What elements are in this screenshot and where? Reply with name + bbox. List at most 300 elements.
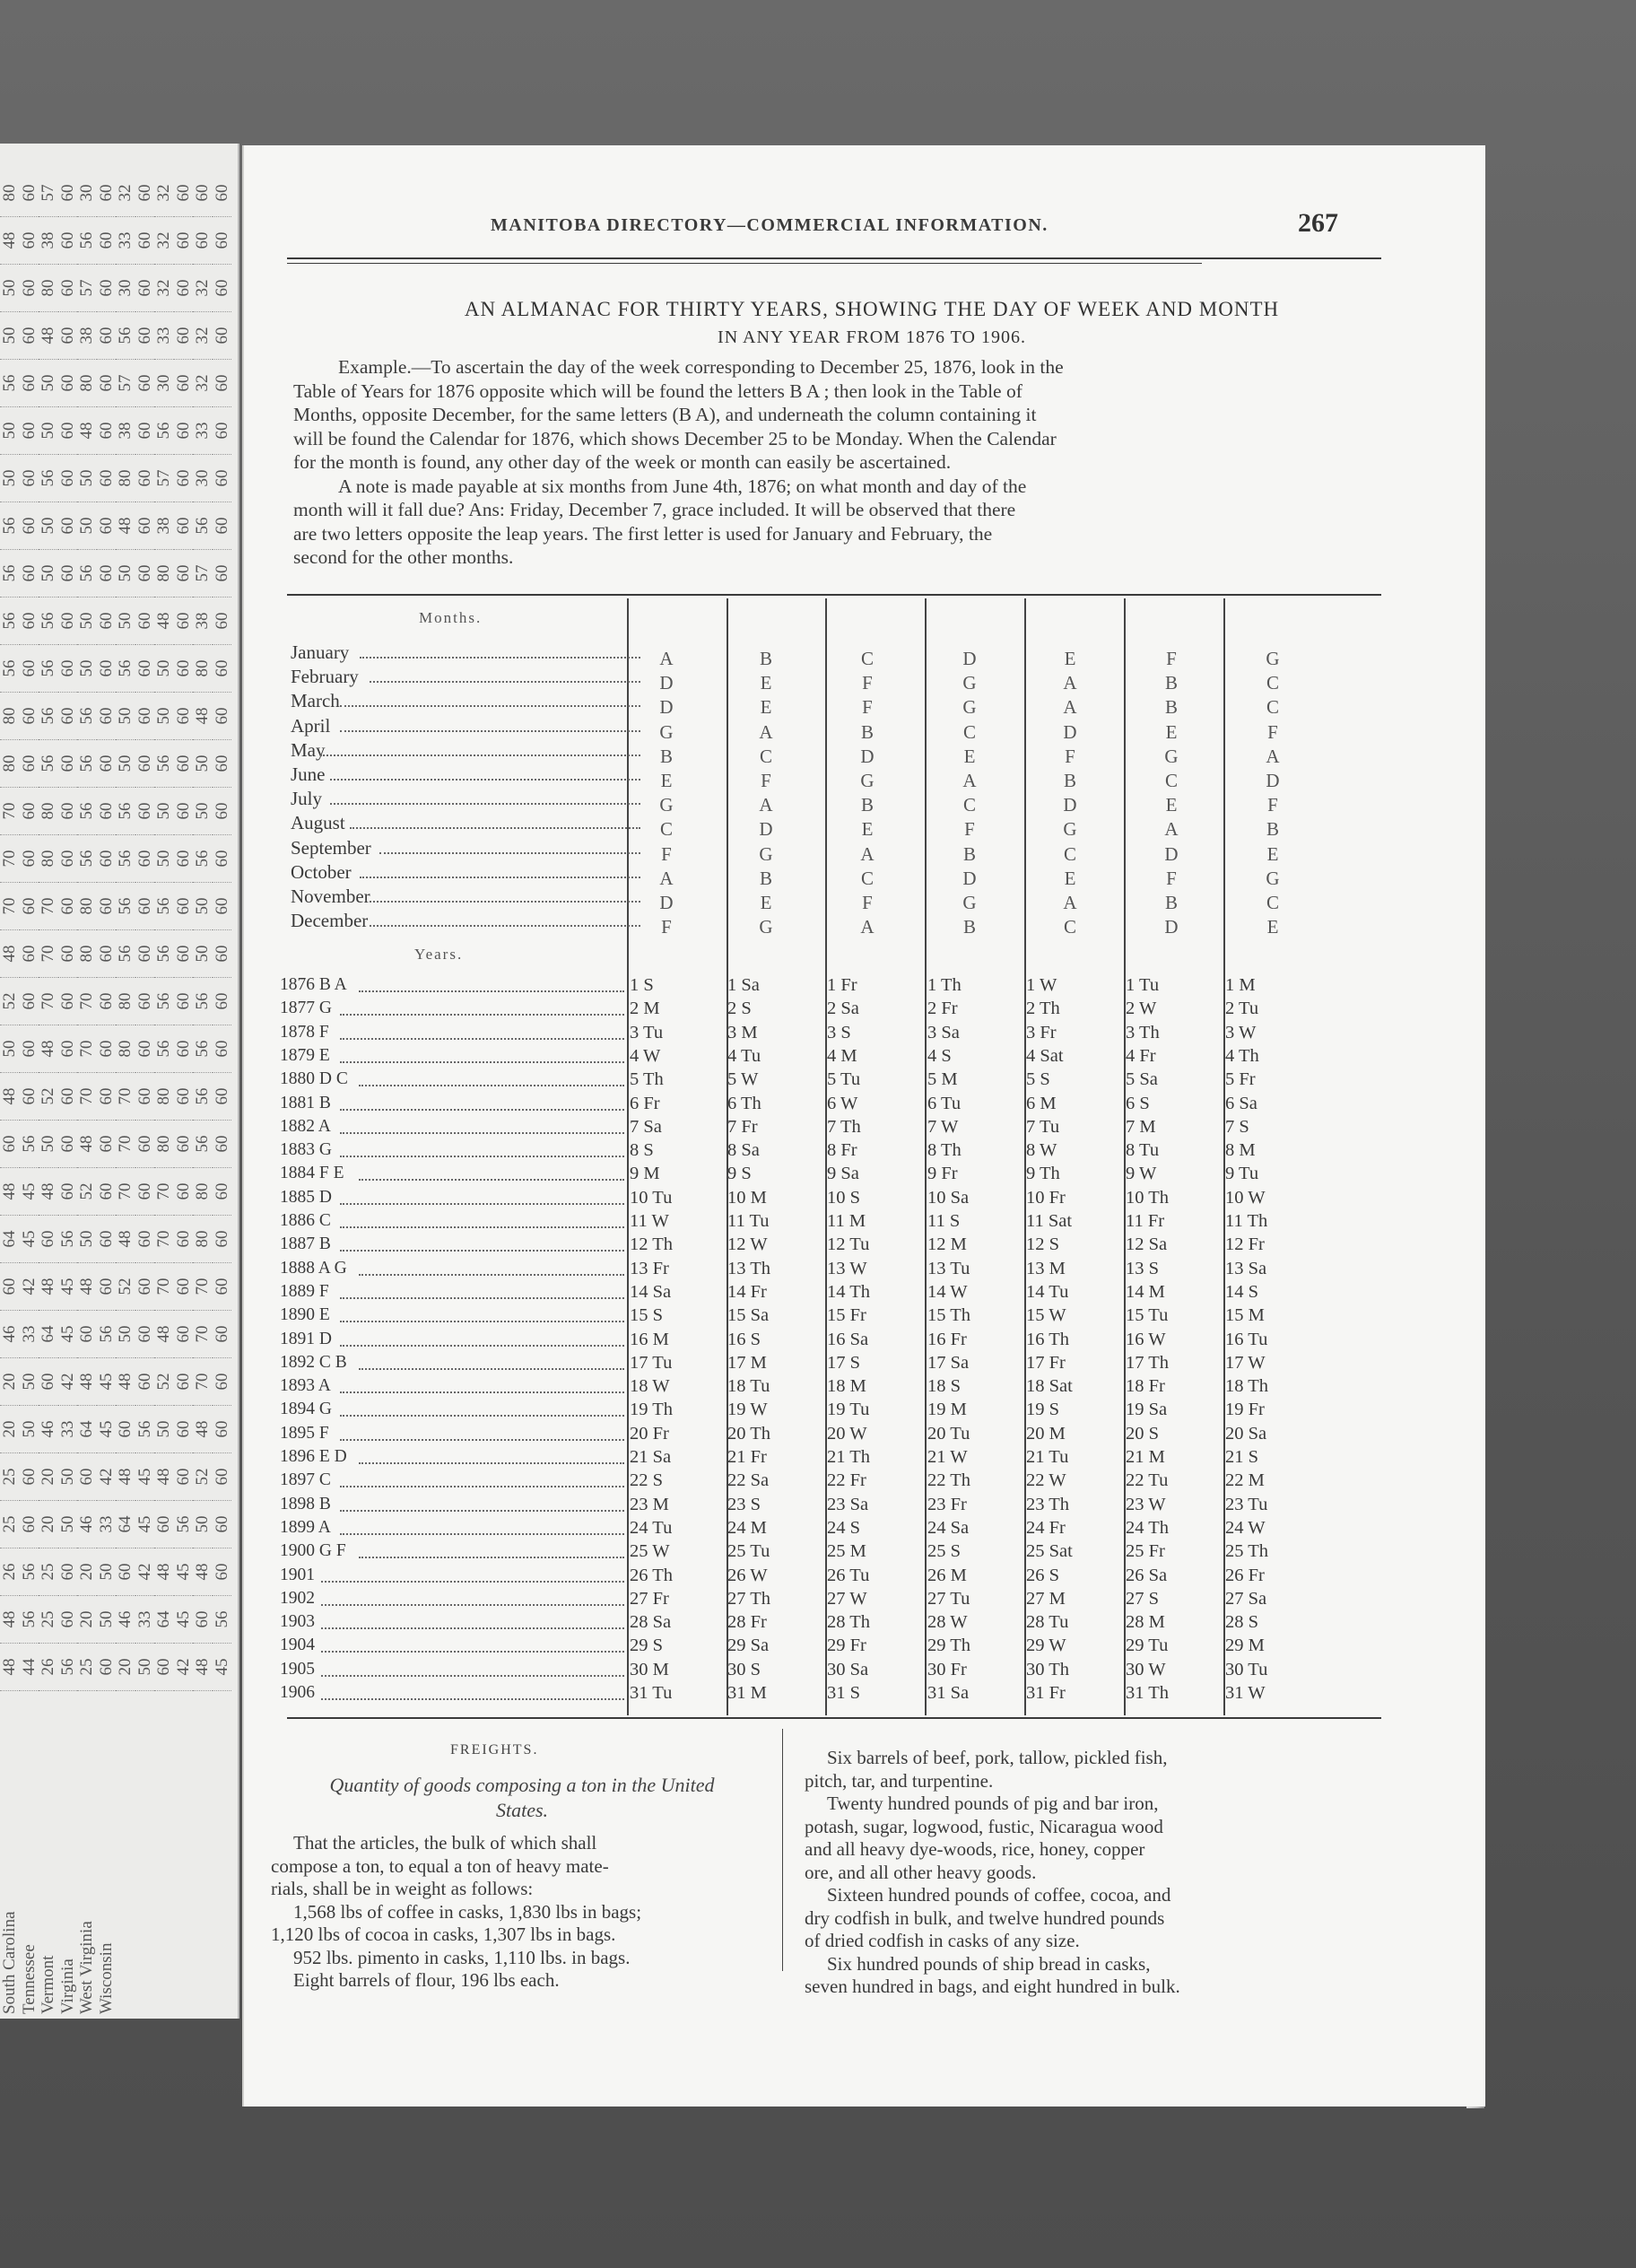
calendar-cell	[1026, 975, 1057, 996]
left-table-cell: 32	[116, 170, 135, 217]
weekday-abbrev: M	[750, 1352, 767, 1373]
calendar-cell	[1225, 1470, 1265, 1491]
month-letter: D	[860, 745, 875, 767]
left-table-cell: 60	[58, 598, 78, 645]
year-label: 1901	[280, 1565, 315, 1584]
left-table-cell: 50	[77, 598, 97, 645]
calendar-cell	[1026, 1447, 1068, 1468]
calendar-cell	[1126, 1188, 1169, 1208]
left-table-cell: 60	[97, 502, 117, 550]
year-leader	[340, 1486, 624, 1487]
left-table-cell: 60	[97, 598, 117, 645]
day-number: 9	[1126, 1164, 1140, 1184]
weekday-abbrev: Tu	[1239, 1164, 1259, 1184]
day-number: 18	[827, 1376, 850, 1397]
weekday-abbrev: Tu	[1040, 1116, 1060, 1137]
day-number: 22	[1026, 1470, 1049, 1491]
calendar-cell	[727, 1612, 767, 1633]
month-letter: E	[760, 696, 772, 719]
left-table-cell: 80	[39, 265, 58, 312]
calendar-cell	[727, 1376, 770, 1397]
left-table-cell: 60	[174, 407, 194, 455]
calendar-cell	[1225, 1353, 1266, 1374]
calendar-cell	[630, 1447, 671, 1468]
day-number: 8	[727, 1140, 742, 1161]
left-table-cell: 48	[0, 217, 20, 265]
day-number: 11	[1126, 1211, 1148, 1231]
year-label: 1881 B	[280, 1093, 331, 1112]
month-leader	[370, 901, 640, 903]
day-number: 25	[927, 1541, 951, 1562]
left-table-cell: 60	[174, 835, 194, 883]
calendar-cell	[630, 1660, 669, 1680]
left-table-cell: 50	[97, 1596, 117, 1644]
left-table-cell: 80	[116, 455, 135, 502]
weekday-abbrev: Tu	[1148, 1305, 1169, 1326]
month-letter: D	[1164, 916, 1179, 938]
weekday-abbrev: Th	[849, 1281, 871, 1302]
weekday-abbrev: W	[1239, 1022, 1257, 1042]
left-table-cell: 60	[135, 598, 155, 645]
weekday-abbrev: W	[652, 1376, 670, 1397]
left-table-cell: 30	[193, 455, 213, 502]
year-leader	[340, 1321, 624, 1322]
left-table-cell: 56	[116, 835, 135, 883]
year-label: 1891 D	[280, 1329, 332, 1348]
calendar-cell	[727, 1069, 758, 1090]
year-label: 1902	[280, 1588, 315, 1608]
left-table-cell: 60	[174, 360, 194, 407]
calendar-cell	[727, 1282, 767, 1303]
left-table-cell: 60	[213, 217, 232, 265]
freights-right-line: pitch, tar, and turpentine.	[805, 1769, 994, 1792]
weekday-abbrev: M	[1248, 1636, 1265, 1656]
left-table-cell: 80	[116, 1025, 135, 1073]
day-number: 23	[1026, 1494, 1049, 1514]
calendar-cell	[1026, 1470, 1066, 1491]
calendar-cell	[1126, 1023, 1160, 1043]
weekday-abbrev: Fr	[1139, 1045, 1156, 1066]
left-table-cell: 80	[116, 978, 135, 1025]
freights-right-line: Six barrels of beef, pork, tallow, pickled fish,	[827, 1747, 1168, 1768]
day-number: 2	[1225, 999, 1240, 1019]
left-table-cell: 60	[97, 1263, 117, 1311]
left-table-cell: 60	[135, 170, 155, 217]
day-number: 29	[1026, 1636, 1049, 1656]
month-leader	[320, 755, 640, 756]
calendar-cell	[630, 1566, 673, 1586]
month-letter: E	[963, 745, 976, 767]
left-table-cell: 60	[20, 788, 39, 835]
weekday-abbrev: S	[643, 1140, 654, 1161]
calendar-cell	[1225, 999, 1258, 1019]
year-leader	[340, 1391, 624, 1393]
header-rule	[287, 257, 1381, 259]
left-table-row	[174, 148, 194, 2014]
left-table-cell: 45	[174, 1548, 194, 1596]
freights-title: FREIGHTS.	[450, 1742, 539, 1758]
calendar-cell	[1126, 1447, 1165, 1468]
weekday-abbrev: Tu	[1139, 975, 1160, 995]
day-number: 28	[727, 1612, 751, 1633]
day-number: 17	[1225, 1352, 1249, 1373]
left-table-cell: 80	[39, 835, 58, 883]
left-table-cell: 60	[135, 455, 155, 502]
column-divider	[925, 598, 927, 1715]
left-table-cell: 32	[154, 217, 174, 265]
day-number: 24	[727, 1517, 751, 1538]
weekday-abbrev: S	[1049, 1400, 1060, 1420]
weekday-abbrev: S	[652, 1636, 664, 1656]
day-number: 1	[827, 975, 841, 995]
calendar-cell	[1026, 1566, 1059, 1586]
day-number: 31	[1225, 1683, 1249, 1703]
calendar-cell	[1026, 1282, 1068, 1303]
month-letter: G	[1266, 867, 1280, 889]
left-table-cell: 60	[97, 740, 117, 788]
weekday-abbrev: M	[1248, 1470, 1265, 1491]
calendar-cell	[927, 1612, 968, 1633]
day-number: 1	[927, 975, 942, 995]
calendar-cell	[727, 1094, 761, 1114]
left-table-cell: 60	[193, 170, 213, 217]
left-table-cell: 60	[213, 407, 232, 455]
day-number: 6	[927, 1093, 942, 1113]
left-table-cell: 50	[0, 1025, 20, 1073]
weekday-abbrev: Fr	[750, 1612, 767, 1633]
calendar-cell	[927, 1140, 962, 1161]
day-number: 2	[827, 999, 841, 1019]
left-table-cell: 60	[58, 788, 78, 835]
day-number: 20	[927, 1423, 951, 1444]
calendar-cell	[827, 1589, 867, 1609]
calendar-cell	[1225, 1023, 1256, 1043]
calendar-cell	[1026, 1188, 1066, 1208]
day-number: 8	[1126, 1140, 1140, 1161]
weekday-abbrev: S	[849, 1517, 861, 1538]
left-table-cell: 60	[174, 265, 194, 312]
month-letter: C	[1063, 916, 1076, 938]
left-table-cell: 60	[174, 550, 194, 598]
calendar-cell	[1126, 1164, 1156, 1184]
left-table-row	[193, 148, 213, 2014]
day-number: 2	[727, 999, 742, 1019]
left-table-cell: 48	[193, 1406, 213, 1453]
day-number: 31	[1126, 1683, 1149, 1703]
left-table-cell: 60	[116, 1548, 135, 1596]
month-leader	[370, 925, 640, 927]
calendar-cell	[827, 1470, 866, 1491]
day-number: 8	[927, 1140, 942, 1161]
calendar-cell	[927, 1495, 967, 1515]
weekday-abbrev: M	[652, 1329, 669, 1349]
left-table-cell: 60	[174, 312, 194, 360]
day-number: 24	[827, 1517, 850, 1538]
left-table-cell: 60	[213, 1216, 232, 1263]
left-table-cell: 60	[174, 1168, 194, 1216]
weekday-abbrev: Sat	[1049, 1541, 1073, 1562]
day-number: 19	[1026, 1400, 1049, 1420]
calendar-cell	[827, 1495, 868, 1515]
left-table-cell: 50	[20, 1406, 39, 1453]
month-letter: E	[1064, 867, 1076, 889]
left-table-cell: 60	[213, 170, 232, 217]
left-table-cell: 64	[39, 1311, 58, 1358]
weekday-abbrev: Tu	[652, 1187, 673, 1208]
weekday-abbrev: M	[643, 1164, 660, 1184]
left-table-cell: 60	[135, 1358, 155, 1406]
weekday-abbrev: Th	[1049, 1494, 1070, 1514]
month-letter: F	[1065, 745, 1075, 767]
day-number: 1	[727, 975, 742, 995]
day-number: 5	[727, 1069, 742, 1090]
weekday-abbrev: Fr	[840, 975, 857, 995]
calendar-cell	[727, 1495, 761, 1515]
weekday-abbrev: Sat	[1049, 1376, 1073, 1397]
weekday-abbrev: Sa	[950, 1187, 970, 1208]
day-number: 11	[927, 1211, 950, 1231]
freights-right-line: Twenty hundred pounds of pig and bar iron,	[827, 1793, 1159, 1814]
example-line: Months, opposite December, for the same letters (B A), and underneath the column containing it	[293, 404, 1037, 425]
calendar-cell	[927, 1305, 970, 1326]
year-leader	[359, 990, 624, 992]
left-table-cell: 38	[77, 312, 97, 360]
weekday-abbrev: Th	[1148, 1517, 1170, 1538]
example-line: for the month is found, any other day of the week or month can easily be ascertained.	[293, 451, 952, 473]
year-leader	[340, 1014, 624, 1016]
day-number: 30	[1026, 1659, 1049, 1679]
day-number: 31	[1026, 1683, 1049, 1703]
month-letter: A	[759, 794, 773, 816]
left-table-cell: 50	[154, 835, 174, 883]
left-table-cell: 25	[0, 1453, 20, 1501]
calendar-cell	[1225, 1094, 1257, 1114]
left-table-cell: 60	[97, 170, 117, 217]
left-table-cell: 60	[77, 1453, 97, 1501]
weekday-abbrev: Th	[1040, 1164, 1060, 1184]
weekday-abbrev: Tu	[1049, 1281, 1069, 1302]
calendar-cell	[1026, 1424, 1066, 1444]
weekday-abbrev: W	[1248, 1517, 1266, 1538]
left-table-cell: 48	[154, 1548, 174, 1596]
table-top-rule	[287, 594, 1381, 596]
month-letter: G	[1266, 648, 1280, 669]
left-table-row	[77, 148, 97, 2014]
weekday-abbrev: W	[1148, 1329, 1166, 1349]
calendar-cell	[927, 1400, 967, 1420]
calendar-cell	[827, 1612, 870, 1633]
left-table-cell: 60	[213, 693, 232, 740]
left-table-cell: 56	[116, 788, 135, 835]
left-table-cell: 60	[174, 1263, 194, 1311]
calendar-cell	[630, 1330, 669, 1350]
left-table-cell: 56	[0, 598, 20, 645]
calendar-cell	[927, 1023, 960, 1043]
calendar-cell	[1126, 1636, 1168, 1656]
left-table-cell: 50	[154, 645, 174, 693]
day-number: 14	[1026, 1281, 1049, 1302]
month-letter: C	[659, 818, 673, 841]
day-number: 17	[1126, 1352, 1149, 1373]
left-table-cell: 50	[154, 693, 174, 740]
left-table-cell: 50	[193, 740, 213, 788]
month-leader	[340, 705, 640, 707]
left-state-name: Wisconsin	[96, 1942, 116, 2014]
weekday-abbrev: Sa	[849, 1659, 869, 1679]
year-leader	[340, 1226, 624, 1228]
freights-left-line: 952 lbs. pimento in casks, 1,110 lbs. in bags.	[293, 1946, 631, 1968]
header-rule-thin	[287, 263, 1202, 264]
left-table-cell: 60	[20, 978, 39, 1025]
calendar-cell	[827, 1234, 869, 1255]
weekday-abbrev: S	[1239, 1116, 1249, 1137]
left-table-cell: 56	[39, 598, 58, 645]
left-table-cell: 60	[174, 170, 194, 217]
left-table-cell: 60	[213, 1548, 232, 1596]
calendar-cell	[630, 1211, 669, 1232]
weekday-abbrev: Th	[1247, 1211, 1268, 1231]
left-table-cell: 60	[58, 978, 78, 1025]
calendar-cell	[1225, 1376, 1268, 1397]
left-table-cell: 60	[97, 883, 117, 930]
day-number: 18	[1225, 1376, 1249, 1397]
calendar-cell	[727, 1683, 767, 1704]
month-letter: D	[659, 892, 674, 913]
day-number: 26	[827, 1565, 850, 1585]
weekday-abbrev: S	[950, 1376, 962, 1397]
month-letter: A	[659, 648, 674, 669]
day-number: 13	[630, 1258, 653, 1278]
month-letter: D	[1266, 770, 1280, 791]
calendar-cell	[927, 1094, 961, 1114]
left-table-cell: 60	[135, 217, 155, 265]
left-table-cell: 60	[97, 407, 117, 455]
year-label: 1882 A	[280, 1116, 331, 1136]
left-table-cell: 60	[97, 835, 117, 883]
weekday-abbrev: Sa	[1248, 1258, 1267, 1278]
day-number: 25	[827, 1541, 850, 1562]
year-leader	[340, 1533, 624, 1535]
left-table-cell: 60	[135, 265, 155, 312]
month-letter: G	[1164, 745, 1179, 767]
calendar-cell	[1126, 1495, 1166, 1515]
month-letter: G	[759, 842, 773, 865]
calendar-cell	[727, 975, 760, 996]
weekday-abbrev: Fr	[1248, 1565, 1265, 1585]
left-table-cell: 70	[116, 1168, 135, 1216]
left-table-cell: 48	[154, 1311, 174, 1358]
calendar-cell	[630, 1305, 663, 1326]
left-table-cell: 56	[0, 360, 20, 407]
day-number: 19	[1225, 1400, 1249, 1420]
left-table-cell: 56	[193, 1025, 213, 1073]
left-table-cell: 60	[97, 360, 117, 407]
weekday-abbrev: Fr	[849, 1305, 866, 1326]
weekday-abbrev: M	[750, 1187, 767, 1208]
left-table-cell: 20	[116, 1644, 135, 1691]
weekday-abbrev: M	[652, 1494, 669, 1514]
left-table-cell: 60	[135, 1168, 155, 1216]
weekday-abbrev: M	[741, 1022, 758, 1042]
left-table-cell: 60	[58, 645, 78, 693]
calendar-cell	[1126, 1140, 1159, 1161]
day-number: 16	[630, 1329, 653, 1349]
calendar-cell	[1225, 1140, 1256, 1161]
left-table-cell: 60	[174, 693, 194, 740]
weekday-abbrev: Sa	[750, 1636, 770, 1656]
left-table-cell: 60	[58, 502, 78, 550]
calendar-cell	[1126, 999, 1156, 1019]
month-label: August	[291, 812, 345, 834]
left-table-cell: 56	[193, 978, 213, 1025]
weekday-abbrev: S	[950, 1541, 962, 1562]
day-number: 4	[827, 1045, 841, 1066]
day-number: 8	[630, 1140, 644, 1161]
month-letter: E	[1165, 794, 1178, 816]
month-letter: F	[862, 696, 873, 719]
month-letter: F	[661, 842, 672, 865]
day-number: 23	[927, 1494, 951, 1514]
left-table-cell: 48	[193, 1644, 213, 1691]
left-table-cell: 60	[97, 1168, 117, 1216]
day-number: 26	[927, 1565, 951, 1585]
month-leader	[330, 779, 640, 781]
left-table-cell: 60	[58, 835, 78, 883]
day-number: 13	[1026, 1258, 1049, 1278]
weekday-abbrev: Tu	[1148, 1470, 1169, 1491]
calendar-cell	[727, 1636, 769, 1656]
year-leader	[321, 1581, 624, 1583]
calendar-cell	[827, 1164, 859, 1184]
weekday-abbrev: W	[1148, 1659, 1166, 1679]
weekday-abbrev: Fr	[652, 1423, 669, 1444]
month-letter: F	[964, 818, 975, 841]
calendar-cell	[1225, 1612, 1258, 1633]
freights-right-line: potash, sugar, logwood, fustic, Nicaragua wood	[805, 1815, 1163, 1837]
left-table-cell: 45	[135, 1453, 155, 1501]
left-table-cell: 52	[116, 1263, 135, 1311]
left-table-cell: 48	[116, 1216, 135, 1263]
day-number: 2	[927, 999, 942, 1019]
left-table-cell: 80	[0, 693, 20, 740]
weekday-abbrev: Fr	[750, 1281, 767, 1302]
year-leader	[321, 1627, 624, 1629]
day-number: 17	[630, 1352, 653, 1373]
weekday-abbrev: Tu	[652, 1517, 673, 1538]
day-number: 25	[727, 1541, 751, 1562]
calendar-cell	[927, 1211, 960, 1232]
day-number: 2	[1126, 999, 1140, 1019]
left-table-cell: 46	[39, 1406, 58, 1453]
left-table-cell: 60	[135, 883, 155, 930]
month-letter: C	[860, 648, 874, 669]
month-letter: F	[862, 892, 873, 913]
left-table-cell: 80	[0, 740, 20, 788]
day-number: 19	[727, 1400, 751, 1420]
weekday-abbrev: S	[750, 1659, 761, 1679]
month-leader	[360, 657, 640, 659]
left-table-cell: 60	[193, 217, 213, 265]
month-letter: G	[860, 770, 875, 791]
calendar-cell	[827, 999, 859, 1019]
weekday-abbrev: Fr	[1147, 1211, 1165, 1231]
calendar-cell	[827, 1447, 870, 1468]
month-letter: F	[1166, 648, 1177, 669]
left-table-cell: 50	[116, 550, 135, 598]
day-number: 3	[1126, 1022, 1140, 1042]
month-letter: B	[1164, 696, 1178, 719]
weekday-abbrev: Tu	[941, 1093, 962, 1113]
